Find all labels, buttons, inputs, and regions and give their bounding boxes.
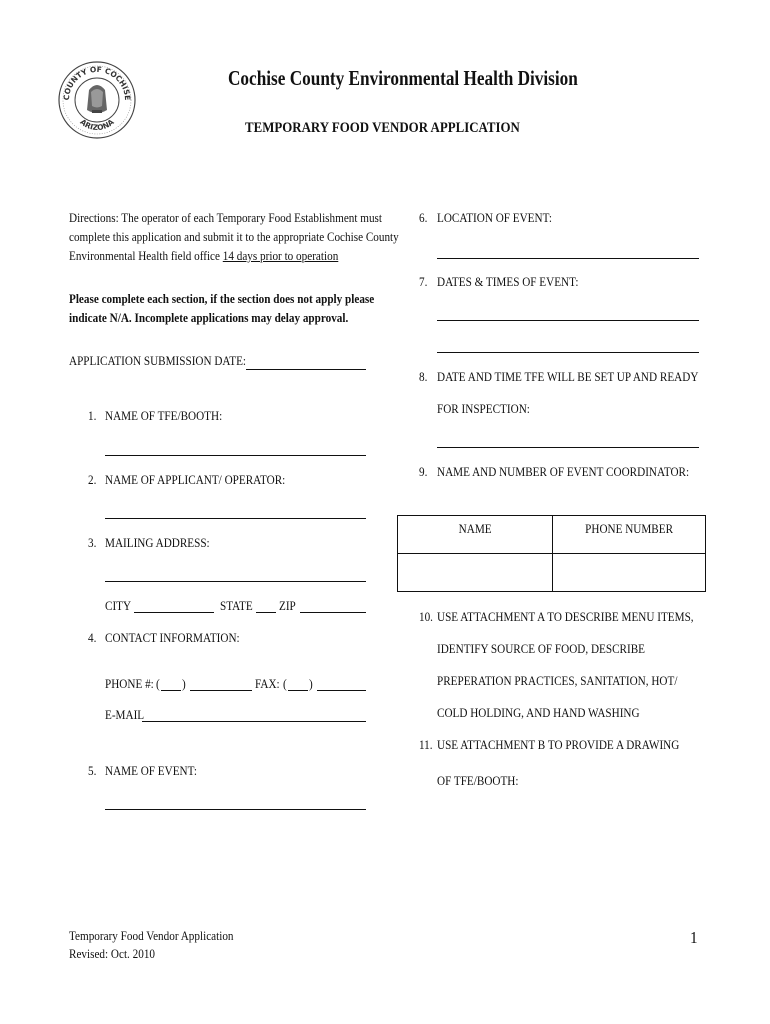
footer-form-name: Temporary Food Vendor Application [69, 928, 234, 943]
q10-line-3: PREPERATION PRACTICES, SANITATION, HOT/ [437, 673, 678, 688]
table-row [398, 554, 706, 592]
q6-number: 6. [419, 210, 428, 225]
mailing-address-field[interactable] [105, 581, 366, 582]
table-header-phone [553, 516, 706, 554]
phone-area-open: ( [156, 676, 160, 691]
org-title: Cochise County Environmental Health Division [228, 66, 578, 90]
q10-number: 10. [419, 609, 433, 624]
q6-label: LOCATION OF EVENT: [437, 210, 552, 225]
phone-area-code-field[interactable] [161, 690, 181, 691]
q4-number: 4. [88, 630, 97, 645]
event-name-field[interactable] [105, 809, 366, 810]
q4-label: CONTACT INFORMATION: [105, 630, 240, 645]
q1-label: NAME OF TFE/BOOTH: [105, 408, 223, 423]
deadline-text: 14 days prior to operation [222, 248, 339, 263]
q11-line-2: OF TFE/BOOTH: [437, 773, 519, 788]
email-label: E-MAIL [105, 707, 145, 722]
phone-label: PHONE #: [105, 676, 154, 691]
event-location-field[interactable] [437, 258, 699, 259]
q8-label-line-1: DATE AND TIME TFE WILL BE SET UP AND READY [437, 369, 699, 384]
county-seal-logo [57, 60, 137, 140]
email-field[interactable] [142, 721, 366, 722]
footer-revised-date: Revised: Oct. 2010 [69, 946, 156, 961]
fax-area-code-field[interactable] [288, 690, 308, 691]
directions-text: Environmental Health field office [69, 248, 220, 263]
phone-area-close: ) [182, 676, 186, 691]
q10-line-2: IDENTIFY SOURCE OF FOOD, DESCRIBE [437, 641, 645, 656]
q7-number: 7. [419, 274, 428, 289]
directions-line-3 [69, 248, 338, 264]
q3-number: 3. [88, 535, 97, 550]
event-dates-field-2[interactable] [437, 352, 699, 353]
fax-number-field[interactable] [317, 690, 366, 691]
state-label: STATE [220, 598, 253, 613]
q3-label: MAILING ADDRESS: [105, 535, 210, 550]
page-number: 1 [690, 928, 698, 947]
q7-label: DATES & TIMES OF EVENT: [437, 274, 579, 289]
table-header-name [398, 516, 553, 554]
q11-number: 11. [419, 737, 433, 752]
q11-line-1: USE ATTACHMENT B TO PROVIDE A DRAWING [437, 737, 680, 752]
zip-label: ZIP [279, 598, 296, 613]
submission-date-label: APPLICATION SUBMISSION DATE: [69, 353, 247, 368]
q9-label: NAME AND NUMBER OF EVENT COORDINATOR: [437, 464, 690, 479]
q8-number: 8. [419, 369, 428, 384]
city-field[interactable] [134, 612, 214, 613]
phone-number-field[interactable] [190, 690, 252, 691]
state-field[interactable] [256, 612, 276, 613]
fax-area-open: ( [283, 676, 287, 691]
notice-line-1: Please complete each section, if the section does not apply please [69, 291, 375, 306]
svg-text:ARIZONA: ARIZONA [78, 117, 116, 133]
notice-line-2: indicate N/A. Incomplete applications may delay approval. [69, 310, 349, 325]
submission-date-field[interactable] [246, 369, 366, 370]
q5-label: NAME OF EVENT: [105, 763, 197, 778]
table-header-row [398, 516, 706, 554]
q8-label-line-2: FOR INSPECTION: [437, 401, 530, 416]
event-dates-field-1[interactable] [437, 320, 699, 321]
q2-number: 2. [88, 472, 97, 487]
phone-header-text: PHONE NUMBER [585, 521, 673, 536]
svg-text:COUNTY OF COCHISE: COUNTY OF COCHISE [61, 64, 133, 101]
zip-field[interactable] [300, 612, 366, 613]
q5-number: 5. [88, 763, 97, 778]
coordinator-phone-cell[interactable] [553, 554, 706, 592]
name-header-text: NAME [458, 521, 492, 536]
q10-line-4: COLD HOLDING, AND HAND WASHING [437, 705, 640, 720]
setup-inspection-time-field[interactable] [437, 447, 699, 448]
directions-line-1: Directions: The operator of each Temporary Food Establishment must [69, 210, 383, 225]
q1-number: 1. [88, 408, 97, 423]
applicant-name-field[interactable] [105, 518, 366, 519]
coordinator-table [397, 515, 706, 592]
coordinator-name-cell[interactable] [398, 554, 553, 592]
q2-label: NAME OF APPLICANT/ OPERATOR: [105, 472, 286, 487]
tfe-booth-name-field[interactable] [105, 455, 366, 456]
city-label: CITY [105, 598, 132, 613]
fax-area-close: ) [309, 676, 313, 691]
fax-label: FAX: [255, 676, 280, 691]
q9-number: 9. [419, 464, 428, 479]
directions-line-2: complete this application and submit it to the appropriate Cochise County [69, 229, 399, 244]
q10-line-1: USE ATTACHMENT A TO DESCRIBE MENU ITEMS, [437, 609, 694, 624]
form-title: TEMPORARY FOOD VENDOR APPLICATION [245, 120, 520, 136]
